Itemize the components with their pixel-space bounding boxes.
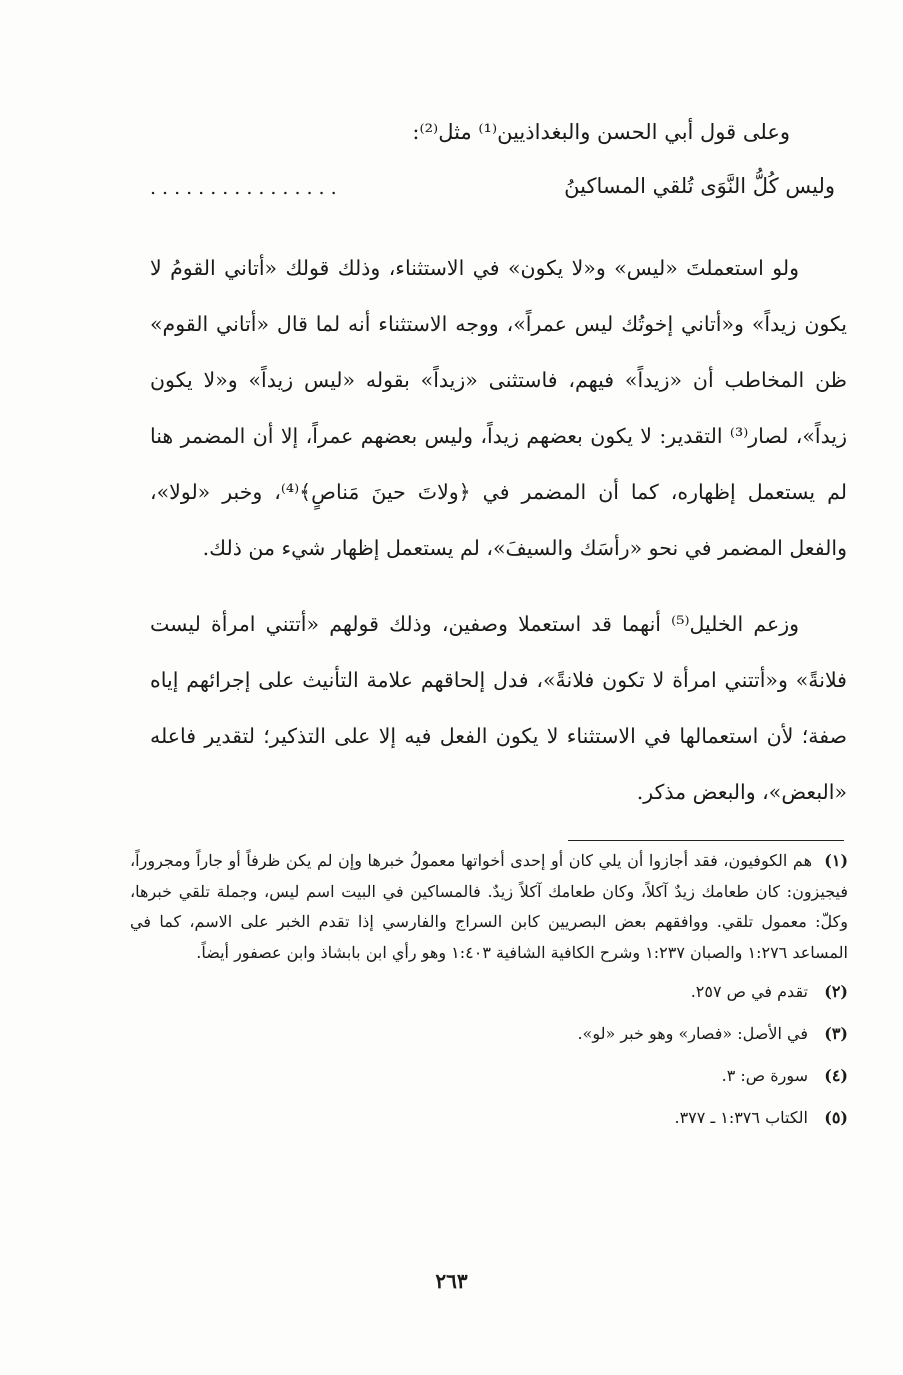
footnote-text: هم الكوفيون، فقد أجازوا أن يلي كان أو إحدى أخواتها معمولُ خبرها وإن لم يكن ظرفاً أو جاراً ومجروراً، فيجيزون: كان طعامك زيدٌ آكلاً، وكان طعامك آكلاً زيدٌ. فالمساكين في البيت اسم ليس، وجملة تلقي خبرها، وكلّ: معمول تلقي. ووافقهم بعض البصريين كابن السراج والفارسي إذا تقدم الخبر على الاسم، كما في المساعد ١:٢٧٦ والصبان ١:٢٣٧ وشرح الكافية الشافية ١:٤٠٣ وهو رأي ابن بابشاذ وابن عصفور أيضاً. bbox=[130, 851, 848, 962]
footnote-number: (٣) bbox=[824, 1024, 848, 1043]
footnotes bbox=[130, 846, 848, 1146]
footnote-text: تقدم في ص ٢٥٧. bbox=[690, 982, 808, 1001]
footnote-4 bbox=[130, 1062, 848, 1104]
footnote-divider bbox=[568, 840, 844, 841]
footnote-5 bbox=[130, 1104, 848, 1146]
verse-line bbox=[150, 166, 835, 206]
intro-line: وعلى قول أبي الحسن والبغداذيين⁽¹⁾ مثل⁽²⁾: bbox=[412, 120, 790, 144]
paragraph-1: ولو استعملتَ «ليس» و«لا يكون» في الاستثناء، وذلك قولك «أتاني القومُ لا يكون زيداً» و«أتاني إخوتُك ليس عمراً»، ووجه الاستثناء أنه لما قال «أتاني القوم» ظن المخاطب أن «زيداً» فيهم، فاستثنى «زيداً» بقوله «ليس زيداً» و«لا يكون زيداً»، لصار⁽³⁾ التقدير: لا يكون بعضهم زيداً، وليس بعضهم عمراً، إلا أن المضمر هنا لم يستعمل إظهاره، كما أن المضمر في ﴿ولاتَ حينَ مَناصٍ﴾⁽⁴⁾، وخبر «لولا»، والفعل المضمر في نحو «رأسَك والسيفَ»، لم يستعمل إظهار شيء من ذلك. bbox=[150, 256, 847, 560]
page-number: ٢٦٣ bbox=[435, 1269, 468, 1293]
footnote-number: (٥) bbox=[824, 1108, 848, 1127]
footnote-text: في الأصل: «فصار» وهو خبر «لو». bbox=[577, 1024, 808, 1043]
footnote-number: (١) bbox=[824, 851, 849, 870]
footnote-1 bbox=[130, 846, 848, 968]
footnote-2 bbox=[130, 978, 848, 1020]
footnote-3 bbox=[130, 1020, 848, 1062]
footnote-text: الكتاب ١:٣٧٦ ـ ٣٧٧. bbox=[674, 1108, 808, 1127]
verse-text: وليس كُلُّ النَّوَى تُلقي المساكينُ bbox=[564, 174, 835, 198]
footnote-number: (٢) bbox=[824, 982, 848, 1001]
footnote-text: سورة ص: ٣. bbox=[721, 1066, 808, 1085]
verse-ellipsis: ................ bbox=[150, 177, 343, 199]
paragraph-2: وزعم الخليل⁽⁵⁾ أنهما قد استعملا وصفين، وذلك قولهم «أتتني امرأة ليست فلانةً» و«أتتني امرأة لا تكون فلانةً»، فدل إلحاقهم علامة التأنيث على إجرائهم إياه صفة؛ لأن استعمالها في الاستثناء لا يكون الفعل فيه إلا على التذكير؛ لتقدير فاعله «البعض»، والبعض مذكر. bbox=[150, 612, 847, 804]
footnote-number: (٤) bbox=[824, 1066, 848, 1085]
